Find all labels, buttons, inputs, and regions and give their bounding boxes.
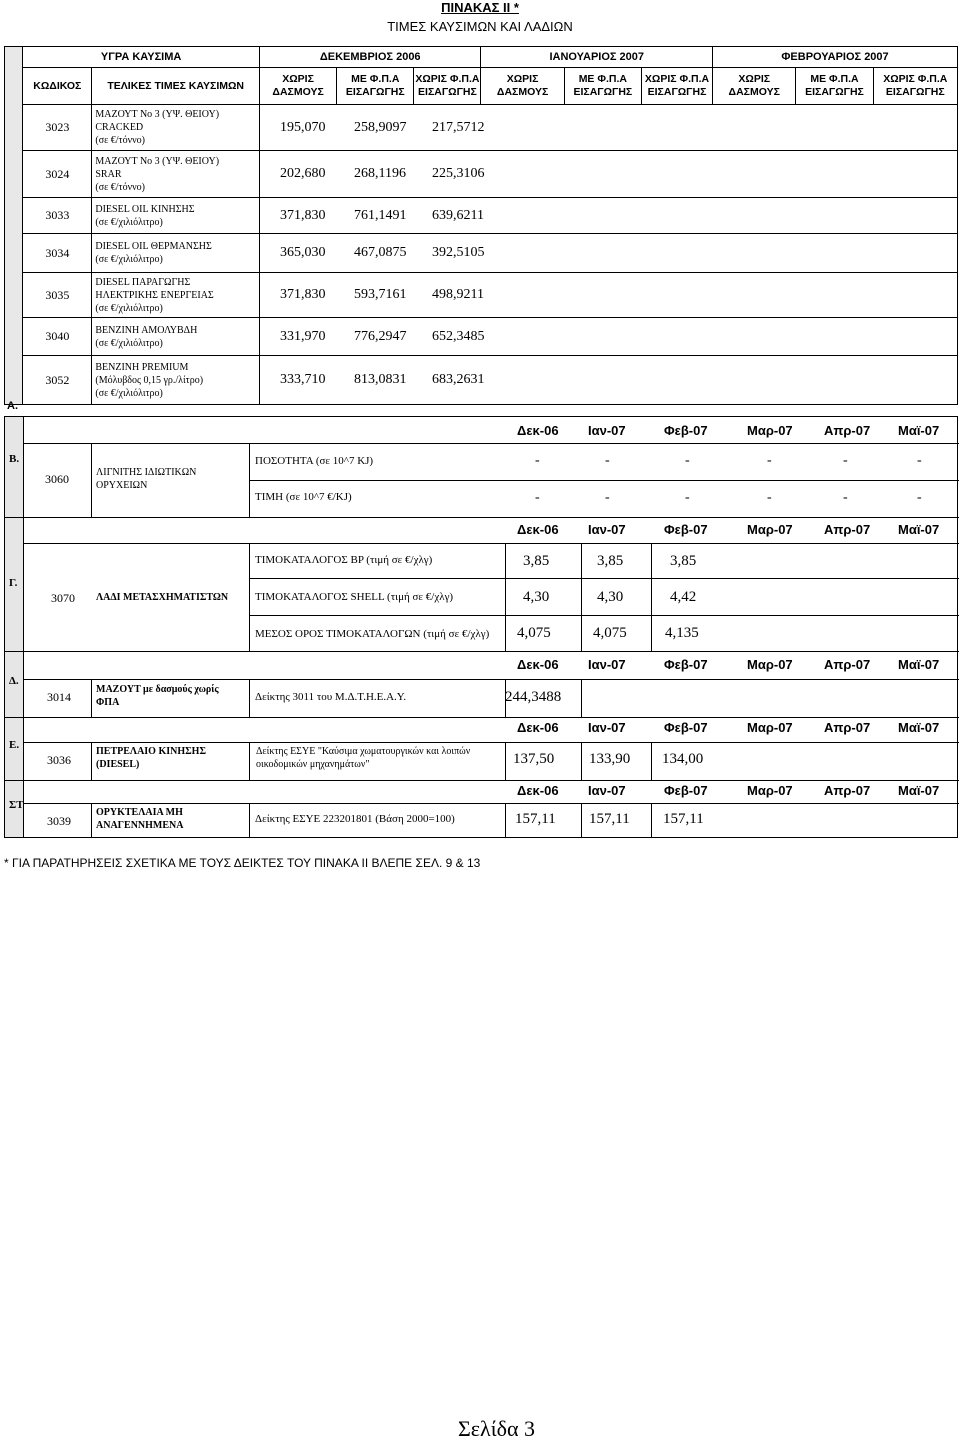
month-label: Ιαν-07 [588,720,626,735]
section-b-label: Β. [9,453,20,465]
month-label: Φεβ-07 [664,423,708,438]
month-label: Δεκ-06 [517,522,559,537]
value-cell: 467,0875 [353,245,407,260]
month-label: Μαϊ-07 [898,720,940,735]
row-code: 3024 [23,151,92,198]
months-header-f [5,783,959,801]
row-values [259,198,957,234]
month-label: Δεκ-06 [517,783,559,798]
value-cell: 776,2947 [353,328,407,344]
row-code: 3023 [23,105,92,151]
month-label: Μαρ-07 [747,522,793,537]
row-code: 3052 [23,356,92,405]
value-cell: 157,11 [663,811,704,827]
value-cell: 365,030 [279,245,326,260]
section-f-values [5,811,959,829]
footnote: * ΓΙΑ ΠΑΡΑΤΗΡΗΣΕΙΣ ΣΧΕΤΙΚΑ ΜΕ ΤΟΥΣ ΔΕΙΚΤΕΣ ΤΟΥ ΠΙΝΑΚΑ ΙΙ ΒΛΕΠΕ ΣΕΛ. 9 & 13 [4,856,481,870]
header-sub: ΜΕ Φ.Π.Α ΕΙΣΑΓΩΓΗΣ [564,68,641,105]
month-label: Φεβ-07 [664,657,708,672]
month-label: Απρ-07 [824,783,871,798]
header-sub: ΧΩΡΙΣ ΔΑΣΜΟΥΣ [481,68,564,105]
dash-cell: - [535,490,540,505]
value-cell: 3,85 [523,553,550,569]
month-label: Απρ-07 [824,720,871,735]
value-cell: 4,30 [523,589,550,605]
dash-cell: - [767,490,772,505]
value-cell: 333,710 [279,372,326,387]
value-cell: 133,90 [589,751,631,767]
table-row [5,318,958,356]
section-b-row2 [5,490,959,508]
value-cell: 225,3106 [431,166,485,181]
section-c-row-label: ΤΙΜΟΚΑΤΑΛΟΓΟΣ BP (τιμή σε €/χλγ) [255,554,433,566]
row-code: 3033 [23,198,92,234]
section-f-label: ΣΤ [9,799,24,811]
section-b-price-label: ΤΙΜΗ (σε 10^7 €/KJ) [255,491,352,503]
value-cell: 639,6211 [431,207,484,223]
value-cell: 134,00 [662,751,704,767]
section-d-label: Δ. [9,675,19,687]
row-name: DIESEL ΠΑΡΑΓΩΓΗΣ ΗΛΕΚΤΡΙΚΗΣ ΕΝΕΡΓΕΙΑΣ (σε €/χιλιόλιτρο) [92,273,260,318]
value-cell: 3,85 [670,553,697,569]
section-c-row-values [5,625,959,643]
header-sub: ΧΩΡΙΣ Φ.Π.Α ΕΙΣΑΓΩΓΗΣ [873,68,957,105]
dash-cell: - [843,453,848,468]
section-e-desc: Δείκτης ΕΣΥΕ "Καύσιμα χωματουργικών και λοιπών οικοδομικών μηχανημάτων" [256,746,471,770]
section-e-name: ΠΕΤΡΕΛΑΙΟ ΚΙΝΗΣΗΣ (DIESEL) [96,746,206,770]
row-values [259,318,957,356]
section-b-qty-label: ΠΟΣΟΤΗΤΑ (σε 10^7 KJ) [255,455,374,467]
month-label: Μαϊ-07 [898,657,940,672]
section-c-row-values [5,553,959,571]
value-cell: 761,1491 [353,207,407,223]
section-d-desc: Δείκτης 3011 του Μ.Δ.Τ.Η.Ε.Α.Υ. [255,691,407,703]
section-f-desc: Δείκτης ΕΣΥΕ 223201801 (Βάση 2000=100) [255,813,455,825]
dash-cell: - [917,453,922,468]
month-label: Ιαν-07 [588,657,626,672]
header-sub: ΜΕ Φ.Π.Α ΕΙΣΑΓΩΓΗΣ [796,68,873,105]
header-month3: ΦΕΒΡΟΥΑΡΙΟΣ 2007 [713,47,958,68]
value-cell: 498,9211 [431,287,484,302]
section-c-name: ΛΑΔΙ ΜΕΤΑΣΧΗΜΑΤΙΣΤΩΝ [96,592,229,603]
dash-cell: - [605,490,610,505]
dash-cell: - [605,453,610,468]
row-code: 3034 [23,234,92,273]
month-label: Απρ-07 [824,423,871,438]
dash-cell: - [767,453,772,468]
row-values [259,151,957,198]
row-name: ΒΕΝΖΙΝΗ ΑΜΟΛΥΒΔΗ (σε €/χιλιόλιτρο) [92,318,260,356]
section-a-label-cell [5,47,23,412]
header-month2: ΙΑΝΟΥΑΡΙΟΣ 2007 [481,47,713,68]
month-label: Δεκ-06 [517,657,559,672]
dash-cell: - [685,490,690,505]
section-c-row-label: ΤΙΜΟΚΑΤΑΛΟΓΟΣ SHELL (τιμή σε €/χλγ) [255,591,454,603]
value-cell: 157,11 [515,811,556,827]
value-cell: 157,11 [589,811,630,827]
month-label: Απρ-07 [824,657,871,672]
value-cell: 371,830 [279,287,326,302]
header-code: ΚΩΔΙΚΟΣ [23,68,92,105]
value-cell: 683,2631 [431,372,485,387]
header-final-prices: ΤΕΛΙΚΕΣ ΤΙΜΕΣ ΚΑΥΣΙΜΩΝ [92,68,260,105]
month-label: Μαρ-07 [747,783,793,798]
table-row [5,151,958,198]
month-label: Φεβ-07 [664,720,708,735]
month-label: Μαρ-07 [747,720,793,735]
section-d-value: 244,3488 [505,689,562,705]
section-c-code: 3070 [51,591,75,605]
row-values [259,356,957,405]
month-label: Μαρ-07 [747,657,793,672]
month-label: Φεβ-07 [664,522,708,537]
row-values [259,234,957,273]
lower-sections [4,416,958,838]
month-label: Ιαν-07 [588,522,626,537]
row-values [259,105,957,151]
section-b-row1 [5,453,959,471]
row-code: 3040 [23,318,92,356]
page-subtitle: ΤΙΜΕΣ ΚΑΥΣΙΜΩΝ ΚΑΙ ΛΑΔΙΩΝ [387,19,573,34]
month-label: Δεκ-06 [517,423,559,438]
header-sub: ΧΩΡΙΣ Φ.Π.Α ΕΙΣΑΓΩΓΗΣ [641,68,712,105]
months-header-b [5,423,959,441]
month-label: Μαϊ-07 [898,522,940,537]
month-label: Μαϊ-07 [898,423,940,438]
month-label: Ιαν-07 [588,423,626,438]
dash-cell: - [917,490,922,505]
section-e-label: Ε. [9,739,20,751]
section-c-label: Γ. [9,577,18,589]
value-cell: 217,5712 [431,119,485,135]
section-f-name: ΟΡΥΚΤΕΛΑΙΑ ΜΗ ΑΝΑΓΕΝΝΗΜΕΝΑ [96,807,184,831]
dash-cell: - [535,453,540,468]
section-c-row-values [5,589,959,607]
header-sub: ΧΩΡΙΣ Φ.Π.Α ΕΙΣΑΓΩΓΗΣ [414,68,481,105]
section-b-name: ΛΙΓΝΙΤΗΣ ΙΔΙΩΤΙΚΩΝ ΟΡΥΧΕΙΩΝ [96,467,197,491]
value-cell: 4,135 [665,625,699,641]
header-sub: ΧΩΡΙΣ ΔΑΣΜΟΥΣ [713,68,796,105]
row-values [259,273,957,318]
section-a-label: Α. [7,399,18,412]
row-name: DIESEL OIL ΚΙΝΗΣΗΣ (σε €/χιλιόλιτρο) [92,198,260,234]
section-a-table [4,46,958,412]
dash-cell: - [843,490,848,505]
section-d-code: 3014 [47,690,71,704]
dash-cell: - [685,453,690,468]
table-row [5,273,958,318]
months-header-d [5,657,959,675]
value-cell: 195,070 [279,119,326,135]
value-cell: 268,1196 [353,166,406,181]
section-f-code: 3039 [47,814,71,828]
header-group-liquid: ΥΓΡΑ ΚΑΥΣΙΜΑ [23,47,260,68]
month-label: Φεβ-07 [664,783,708,798]
month-label: Μαρ-07 [747,423,793,438]
value-cell: 593,7161 [353,287,407,302]
month-label: Ιαν-07 [588,783,626,798]
month-label: Δεκ-06 [517,720,559,735]
month-label: Μαϊ-07 [898,783,940,798]
section-d-name: ΜΑΖΟΥΤ με δασμούς χωρίς ΦΠΑ [96,684,219,708]
row-name: ΜΑΖΟΥΤ Νο 3 (ΥΨ. ΘΕΙΟΥ) SRAR (σε €/τόννο) [92,151,260,198]
table-row [5,234,958,273]
value-cell: 137,50 [513,751,555,767]
table-row [5,105,958,151]
section-e-code: 3036 [47,753,71,767]
value-cell: 4,075 [593,625,627,641]
header-sub: ΧΩΡΙΣ ΔΑΣΜΟΥΣ [259,68,336,105]
value-cell: 813,0831 [353,372,407,387]
months-header-e [5,720,959,738]
value-cell: 258,9097 [353,119,407,135]
months-header-c [5,522,959,540]
row-name: ΜΑΖΟΥΤ Νο 3 (ΥΨ. ΘΕΙΟΥ) CRACKED (σε €/τόννο) [92,105,260,151]
value-cell: 202,680 [279,166,326,181]
section-b-code: 3060 [45,472,69,486]
value-cell: 371,830 [279,207,326,223]
value-cell: 4,42 [670,589,697,605]
table-row [5,198,958,234]
value-cell: 3,85 [597,553,624,569]
row-name: DIESEL OIL ΘΕΡΜΑΝΣΗΣ (σε €/χιλιόλιτρο) [92,234,260,273]
section-e-values [5,751,959,769]
value-cell: 652,3485 [431,328,485,344]
header-sub: ΜΕ Φ.Π.Α ΕΙΣΑΓΩΓΗΣ [337,68,414,105]
row-code: 3035 [23,273,92,318]
value-cell: 331,970 [279,328,326,344]
header-month1: ΔΕΚΕΜΒΡΙΟΣ 2006 [259,47,480,68]
month-label: Απρ-07 [824,522,871,537]
value-cell: 392,5105 [431,245,485,260]
value-cell: 4,30 [597,589,624,605]
value-cell: 4,075 [517,625,551,641]
section-c-row-label: ΜΕΣΟΣ ΟΡΟΣ ΤΙΜΟΚΑΤΑΛΟΓΩΝ (τιμή σε €/χλγ) [255,628,490,640]
page-number: Σελίδα 3 [458,1416,536,1441]
table-row [5,356,958,405]
row-name: ΒΕΝΖΙΝΗ PREMIUM (Μόλυβδος 0,15 γρ./λίτρο) (σε €/χιλιόλιτρο) [92,356,260,405]
page-title: ΠΙΝΑΚΑΣ ΙΙ * [441,0,519,15]
